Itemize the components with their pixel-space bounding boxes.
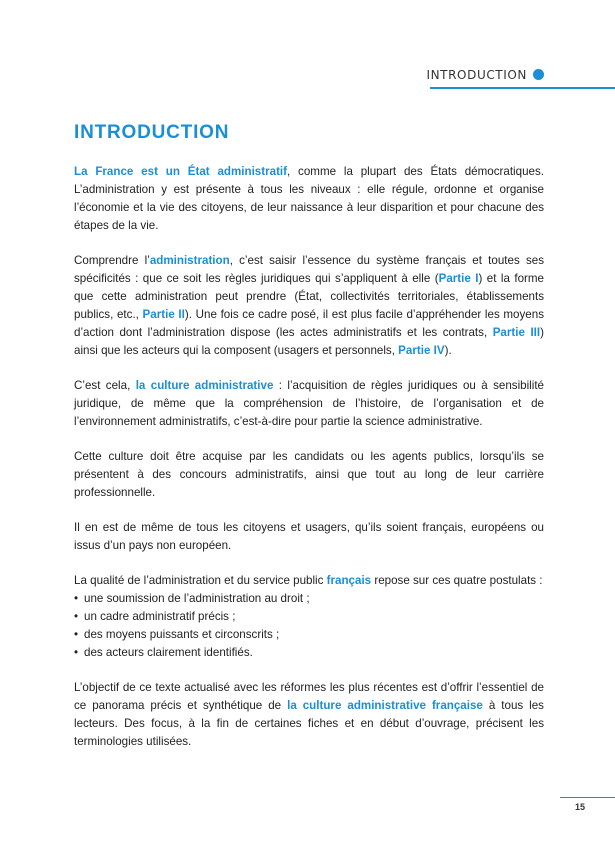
postulates-list [74,590,544,662]
paragraph-4: Cette culture doit être acquise par les candidats ou les agents publics, lorsqu’ils se présentent à des concours administratifs, ainsi que tout au long de leur carrière professionnelle. [74,450,544,499]
part-reference: Partie III [492,326,541,339]
paragraph-text: , comme la plupart des États démocratiques. L’administration y est présente à tous les niveaux : elle régule, ordonne et organise l’économie et la vie des citoyens, de leur naissance à leur disparition et pour chacune des étapes de la vie. [74,165,544,232]
list-item: • des acteurs clairement identifiés. [74,644,544,662]
list-item: • un cadre administratif précis ; [74,608,544,626]
paragraph-text: : l’acquisition de règles juridiques ou à sensibilité juridique, de même que la compréhension de l’histoire, de l’organisation et de l’environnement administratifs, c’est-à-dire pour partie la science administrative. [74,379,545,428]
list-item: • une soumission de l’administration au droit ; [74,590,544,608]
page-number: 15 [575,802,586,812]
highlight-term: la culture administrative française [287,699,483,712]
header-rule [430,87,615,89]
paragraph-text: La qualité de l’administration et du service public [74,574,327,587]
paragraph-text: à tous les lecteurs. Des focus, à la fin de certaines fiches et en début d’ouvrage, précisent les terminologies utilisées. [74,699,544,748]
paragraph-5: Il en est de même de tous les citoyens et usagers, qu’ils soient français, européens ou issus d’un pays non européen. [74,521,544,552]
body-text [74,163,544,768]
paragraph-text: ). Une fois ce cadre posé, il est plus facile d’appréhender les moyens d’action dont l’administration dispose (les actes administratifs et les contrats, [74,308,544,339]
footer-rule [560,797,615,798]
paragraph-text: ). [444,344,452,357]
page-title: INTRODUCTION [74,122,230,143]
paragraph-text: L’objectif de ce texte actualisé avec les réformes les plus récentes est d’offrir l’essentiel de ce panorama précis et synthétique de [74,681,544,712]
paragraph-text: Comprendre l’ [74,254,150,267]
paragraph-text: ) ainsi que les acteurs qui la composent (usagers et personnels, [74,326,544,357]
paragraph-2 [74,252,544,360]
part-reference: Partie I [438,272,479,285]
highlight-term: français [326,574,372,587]
paragraph-7 [74,679,544,751]
paragraph-text: ) et la forme que cette administration peut prendre (État, collectivités territoriales, établissements publics, etc., [74,272,544,321]
paragraph-text: repose sur ces quatre postulats : [371,574,543,587]
part-reference: Partie IV [398,344,445,357]
paragraph-6 [74,572,544,590]
paragraph-3 [74,377,544,431]
header-dot-icon [533,69,544,80]
paragraph-text: , c’est saisir l’essence du système français et toutes ses spécificités : que ce soit les règles juridiques qui s’appliquent à elle ( [74,254,545,285]
highlight-term: la culture administrative [135,379,274,392]
paragraph-1 [74,163,544,235]
list-item: • des moyens puissants et circonscrits ; [74,626,544,644]
paragraph-text: C’est cela, [74,379,136,392]
running-header: INTRODUCTION [426,68,527,82]
part-reference: Partie II [142,308,185,321]
highlight-term: administration [149,254,230,267]
highlight-term: La France est un État administratif [74,165,288,178]
